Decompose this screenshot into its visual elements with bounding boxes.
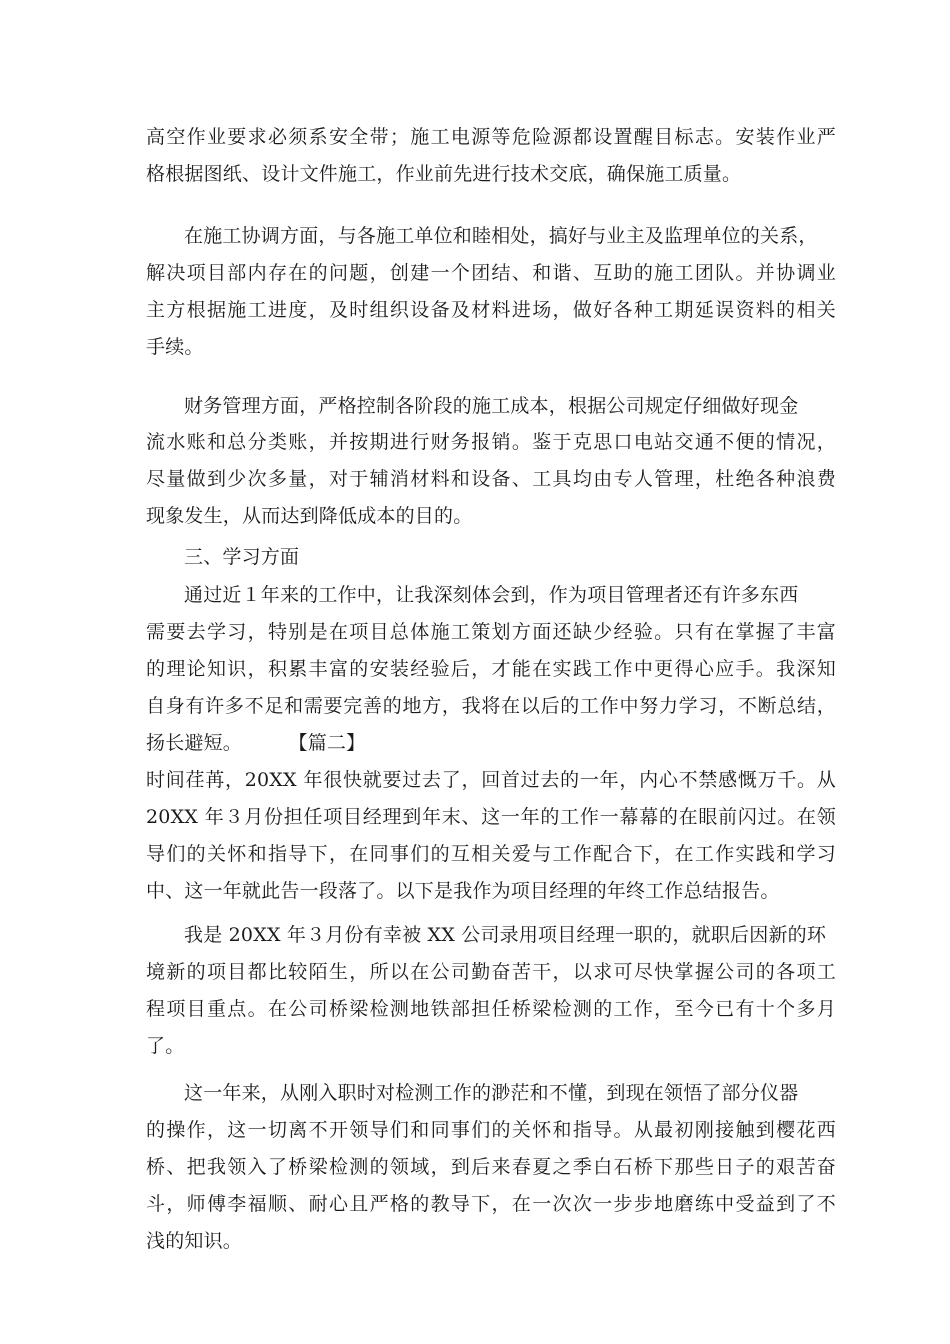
text-line: 了。: [146, 1035, 185, 1057]
text-line: 现象发生，从而达到降低成本的目的。: [146, 505, 473, 527]
section-tag: 【篇二】: [298, 732, 366, 754]
text-line: 桥、把我领入了桥梁检测的领域，到后来春夏之季白石桥下那些日子的艰苦奋: [146, 1156, 836, 1178]
text-line: 浅的知识。: [146, 1230, 243, 1252]
text-line: 自身有许多不足和需要完善的地方，我将在以后的工作中努力学习，不断总结，: [146, 695, 836, 717]
text-line: 20XX 年３月份担任项目经理到年末、这一年的工作一幕幕的在眼前闪过。在领: [146, 806, 836, 828]
text-line: 解决项目部内存在的问题，创建一个团结、和谐、互助的施工团队。并协调业: [146, 262, 836, 284]
paragraph-first-line: 通过近１年来的工作中，让我深刻体会到，作为项目管理者还有许多东西: [184, 584, 799, 606]
text-line: 尽量做到少次多量，对于辅消材料和设备、工具均由专人管理，杜绝各种浪费: [146, 468, 836, 490]
text-line: 导们的关怀和指导下，在同事们的互相关爱与工作配合下，在工作实践和学习: [146, 843, 836, 865]
text-line: 流水账和总分类账，并按期进行财务报销。鉴于克思口电站交通不便的情况，: [146, 431, 836, 453]
paragraph-first-line: 在施工协调方面，与各施工单位和睦相处，搞好与业主及监理单位的关系，: [184, 225, 818, 247]
text-line: 程项目重点。在公司桥梁检测地铁部担任桥梁检测的工作，至今已有十个多月: [146, 998, 836, 1020]
text-line: 斗，师傅李福顺、耐心且严格的教导下，在一次次一步步地磨练中受益到了不: [146, 1193, 836, 1215]
text-line: 需要去学习，特别是在项目总体施工策划方面还缺少经验。只有在掌握了丰富: [146, 621, 836, 643]
text-line: [146, 726, 836, 760]
text-line: 中、这一年就此告一段落了。以下是我作为项目经理的年终工作总结报告。: [146, 880, 780, 902]
text-fragment: 扬长避短。: [146, 732, 243, 754]
text-line: 的理论知识，积累丰富的安装经验后，才能在实践工作中更得心应手。我深知: [146, 658, 836, 680]
section-heading: 三、学习方面: [184, 546, 300, 568]
text-line: 时间荏苒，20XX 年很快就要过去了，回首过去的一年，内心不禁感慨万千。从: [146, 769, 836, 791]
paragraph-first-line: 这一年来，从刚入职时对检测工作的渺茫和不懂，到现在领悟了部分仪器: [184, 1082, 799, 1104]
text-line: 主方根据施工进度，及时组织设备及材料进场，做好各种工期延误资料的相关: [146, 299, 836, 321]
paragraph-first-line: 财务管理方面，严格控制各阶段的施工成本，根据公司规定仔细做好现金: [184, 395, 799, 417]
text-line: 格根据图纸、设计文件施工，作业前先进行技术交底，确保施工质量。: [146, 163, 742, 185]
paragraph-first-line: 我是 20XX 年３月份有幸被 XX 公司录用项目经理一职的，就职后因新的环: [184, 924, 827, 946]
text-line: 境新的项目都比较陌生，所以在公司勤奋苦干，以求可尽快掌握公司的各项工: [146, 961, 836, 983]
text-line: 高空作业要求必须系安全带；施工电源等危险源都设置醒目标志。安装作业严: [146, 126, 836, 148]
text-line: 的操作，这一切离不开领导们和同事们的关怀和指导。从最初刚接触到樱花西: [146, 1119, 836, 1141]
text-line: 手续。: [146, 336, 204, 358]
